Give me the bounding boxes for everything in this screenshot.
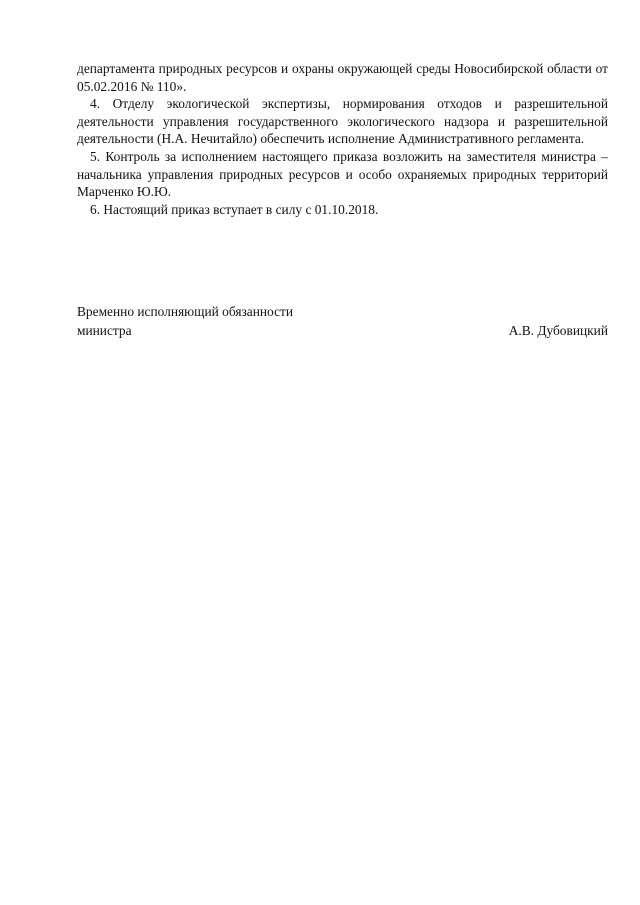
signatory-name: А.В. Дубовицкий bbox=[508, 322, 608, 338]
signature-block bbox=[77, 303, 608, 340]
document-body bbox=[77, 60, 608, 218]
signatory-title: министра bbox=[77, 322, 132, 338]
paragraph-item-4: 4. Отделу экологической экспертизы, нормирования отходов и разрешительной деятельности управления государственного экологического надзора и разрешительной деятельности (Н.А. Нечитайло) обеспечить исполнение Административного регламента. bbox=[77, 96, 608, 147]
paragraph-continuation: департамента природных ресурсов и охраны окружающей среды Новосибирской области от 05.02.2016 № 110». bbox=[77, 61, 608, 94]
signature-row bbox=[77, 322, 608, 341]
paragraph-item-5: 5. Контроль за исполнением настоящего приказа возложить на заместителя министра – начальника управления природных ресурсов и особо охраняемых природных территорий Марченко Ю.Ю. bbox=[77, 148, 608, 200]
paragraph-item-6: 6. Настоящий приказ вступает в силу с 01.10.2018. bbox=[90, 201, 379, 217]
signatory-position: Временно исполняющий обязанности bbox=[77, 304, 294, 319]
